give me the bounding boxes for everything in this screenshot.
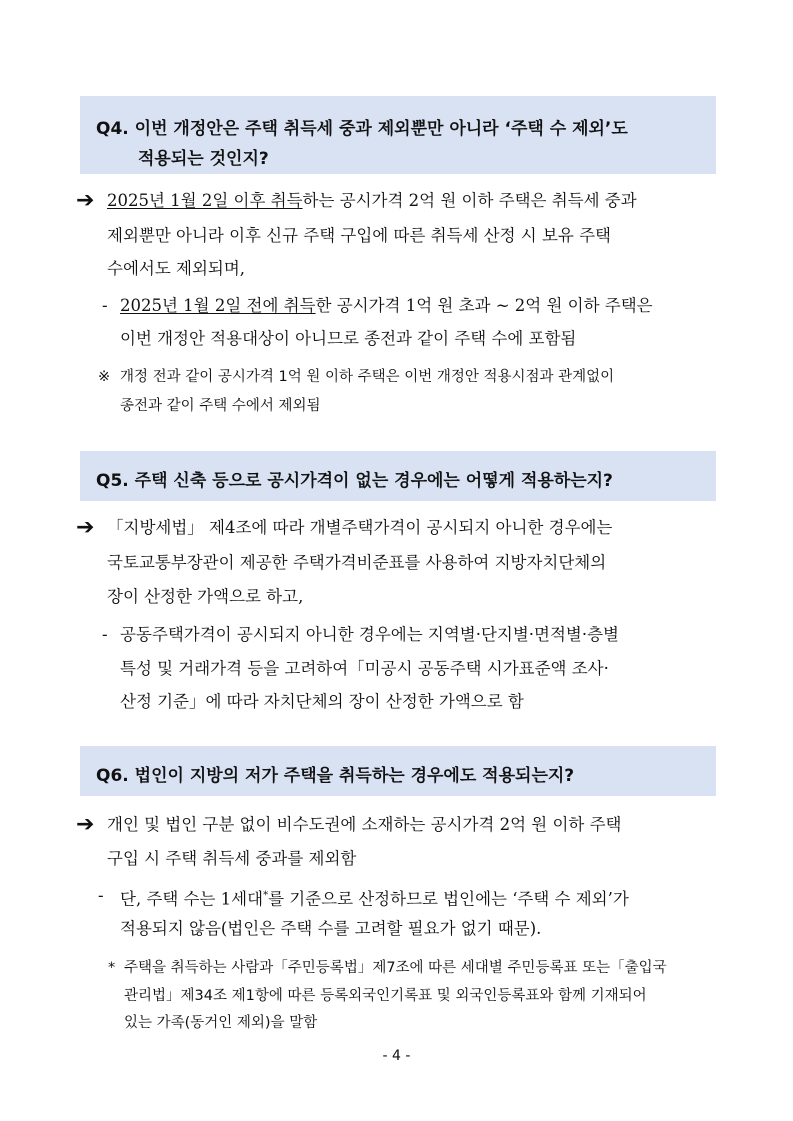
q5-sub-line2: 특성 및 거래가격 등을 고려하여「미공시 공동주택 시가표준액 조사· bbox=[120, 659, 609, 678]
q6-footnote-mark: * bbox=[108, 960, 116, 976]
q5-sub-line3: 산정 기준」에 따라 자치단체의 장이 산정한 가액으로 함 bbox=[120, 692, 524, 711]
q4-answer-line3: 수에서도 제외되며, bbox=[107, 259, 246, 278]
q4-answer-line1-rest: 하는 공시가격 2억 원 이하 주택은 취득세 중과 bbox=[302, 191, 637, 210]
q6-arrow-icon: ➔ bbox=[76, 812, 95, 837]
page-number: - 4 - bbox=[382, 1048, 411, 1064]
q6-footnote-line2: 관리법」제34조 제1항에 따른 등록외국인기록표 및 외국인등록표와 함께 기재되어 bbox=[124, 988, 647, 1004]
q4-arrow-icon: ➔ bbox=[76, 188, 95, 213]
q6-footnote-line1: 주택을 취득하는 사람과「주민등록법」제7조에 따른 세대별 주민등록표 또는「출입국 bbox=[124, 960, 667, 976]
q4-answer-line1 bbox=[107, 191, 637, 211]
q5-sub-dash: - bbox=[102, 625, 108, 644]
q6-answer-line2: 구입 시 주택 취득세 중과를 제외함 bbox=[107, 849, 357, 868]
q4-note-mark: ※ bbox=[98, 369, 111, 385]
q4-answer-underlined: 2025년 1월 2일 이후 취득 bbox=[107, 191, 303, 210]
q6-sub-line2: 적용되지 않음(법인은 주택 수를 고려할 필요가 없기 때문). bbox=[120, 919, 542, 938]
q4-note-line2: 종전과 같이 주택 수에서 제외됨 bbox=[120, 398, 321, 414]
q4-answer-line2: 제외뿐만 아니라 이후 신규 주택 구입에 따른 취득세 산정 시 보유 주택 bbox=[107, 226, 611, 245]
q4-note-line1: 개정 전과 같이 공시가격 1억 원 이하 주택은 이번 개정안 적용시점과 관계없이 bbox=[120, 369, 615, 385]
q6-answer-line1: 개인 및 법인 구분 없이 비수도권에 소재하는 공시가격 2억 원 이하 주택 bbox=[107, 815, 622, 834]
q4-sub-underlined: 2025년 1월 2일 전에 취득 bbox=[120, 296, 316, 315]
q6-sub-dash: - bbox=[98, 886, 104, 905]
q5-heading-box bbox=[80, 451, 716, 501]
q4-sub-line1-rest: 한 공시가격 1억 원 초과 ~ 2억 원 이하 주택은 bbox=[315, 296, 653, 315]
q5-answer-line1: 「지방세법」 제4조에 따라 개별주택가격이 공시되지 아니한 경우에는 bbox=[107, 518, 613, 537]
q6-sub-line1-b: 를 기준으로 산정하므로 법인에는 ‘주택 수 제외’가 bbox=[268, 889, 629, 909]
q5-title: Q5. 주택 신축 등으로 공시가격이 없는 경우에는 어떻게 적용하는지? bbox=[96, 471, 613, 491]
q6-sub-line1 bbox=[120, 886, 629, 910]
q4-heading-box bbox=[80, 96, 716, 174]
q5-answer-line2: 국토교통부장관이 제공한 주택가격비준표를 사용하여 지방자치단체의 bbox=[107, 553, 607, 572]
q6-footnote-ref: * bbox=[263, 890, 269, 901]
q5-answer-line3: 장이 산정한 가액으로 하고, bbox=[107, 587, 304, 606]
q4-title-line2: 적용되는 것인지? bbox=[138, 149, 269, 169]
q6-title: Q6. 법인이 지방의 저가 주택을 취득하는 경우에도 적용되는지? bbox=[96, 766, 575, 786]
q6-heading-box bbox=[80, 746, 716, 796]
q5-arrow-icon: ➔ bbox=[76, 515, 95, 540]
q4-title-line1: Q4. 이번 개정안은 주택 취득세 중과 제외뿐만 아니라 ‘주택 수 제외’도 bbox=[96, 119, 628, 139]
q4-sub-dash: - bbox=[102, 296, 108, 315]
q4-sub-line1 bbox=[120, 296, 653, 316]
q6-sub-line1-a: 단, 주택 수는 1세대 bbox=[120, 889, 264, 909]
q5-sub-line1: 공동주택가격이 공시되지 아니한 경우에는 지역별·단지별·면적별·층별 bbox=[120, 625, 619, 644]
q4-sub-line2: 이번 개정안 적용대상이 아니므로 종전과 같이 주택 수에 포함됨 bbox=[120, 329, 577, 348]
q6-footnote-line3: 있는 가족(동거인 제외)을 말함 bbox=[124, 1015, 318, 1031]
